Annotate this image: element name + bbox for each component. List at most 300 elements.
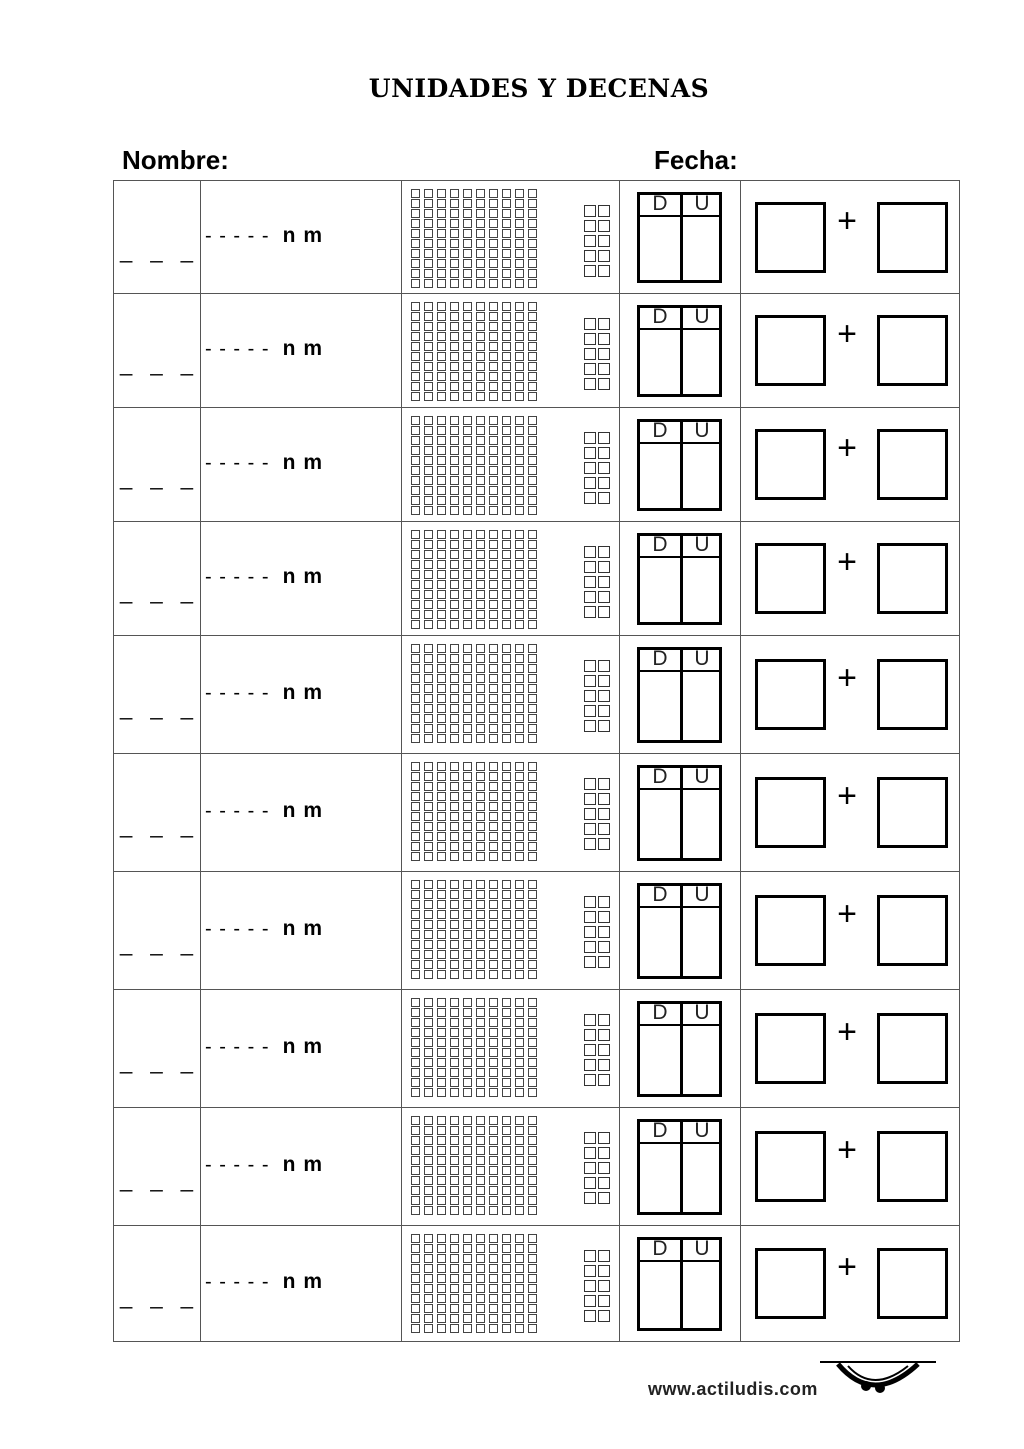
unit-cube[interactable]	[598, 1250, 610, 1262]
ten-rod[interactable]	[411, 416, 420, 515]
word-cell	[201, 522, 402, 635]
place-value-box[interactable]	[637, 305, 722, 397]
ten-rod[interactable]	[437, 880, 446, 979]
exercise-row	[114, 754, 959, 872]
ten-rod[interactable]	[450, 189, 459, 288]
unit-cube[interactable]	[584, 1177, 596, 1189]
ten-rod[interactable]	[424, 1116, 433, 1215]
unit-cube[interactable]	[598, 705, 610, 717]
unit-cube[interactable]	[598, 1074, 610, 1086]
tens-header: D	[652, 305, 668, 328]
unit-cube[interactable]	[584, 1265, 596, 1277]
ten-rod[interactable]	[489, 189, 498, 288]
unit-cube[interactable]	[584, 235, 596, 247]
unit-cube[interactable]	[598, 606, 610, 618]
base-ten-blocks	[402, 181, 620, 293]
unit-cube[interactable]	[598, 823, 610, 835]
exercise-row	[114, 181, 959, 294]
ten-rod[interactable]	[476, 302, 485, 401]
unit-cube[interactable]	[598, 205, 610, 217]
ten-rod[interactable]	[515, 998, 524, 1097]
ten-rod[interactable]	[450, 880, 459, 979]
unit-cube[interactable]	[584, 220, 596, 232]
tens-rods	[411, 880, 537, 979]
place-value-box[interactable]	[637, 883, 722, 979]
tens-answer-box[interactable]	[755, 315, 826, 386]
unit-cube[interactable]	[584, 1295, 596, 1307]
units-header: U	[694, 419, 710, 442]
unit-cube[interactable]	[598, 1044, 610, 1056]
unit-cube[interactable]	[598, 1147, 610, 1159]
ten-rod[interactable]	[411, 1234, 420, 1333]
number-answer-blank[interactable]: _ _ _	[120, 1284, 199, 1309]
ten-rod[interactable]	[528, 762, 537, 861]
ten-rod[interactable]	[424, 880, 433, 979]
place-value-box[interactable]	[637, 419, 722, 511]
unit-cube[interactable]	[598, 378, 610, 390]
ten-rod[interactable]	[515, 416, 524, 515]
unit-cube[interactable]	[584, 705, 596, 717]
ten-rod[interactable]	[476, 530, 485, 629]
unit-cube[interactable]	[598, 348, 610, 360]
unit-cube[interactable]	[584, 1280, 596, 1292]
ten-rod[interactable]	[489, 302, 498, 401]
base-ten-blocks	[402, 522, 620, 635]
tens-answer-box[interactable]	[755, 659, 826, 730]
tens-answer-box[interactable]	[755, 1013, 826, 1084]
ten-rod[interactable]	[463, 880, 472, 979]
tens-answer-box[interactable]	[755, 429, 826, 500]
ten-rod[interactable]	[476, 880, 485, 979]
units-answer-box[interactable]	[877, 777, 948, 848]
place-value-box[interactable]	[637, 1237, 722, 1331]
base-ten-blocks	[402, 754, 620, 871]
nm-label: n m	[282, 1153, 323, 1176]
ten-rod[interactable]	[411, 880, 420, 979]
place-value-box[interactable]	[637, 765, 722, 861]
ten-rod[interactable]	[528, 302, 537, 401]
unit-cube[interactable]	[598, 720, 610, 732]
ten-rod[interactable]	[515, 880, 524, 979]
ten-rod[interactable]	[463, 189, 472, 288]
ten-rod[interactable]	[502, 998, 511, 1097]
unit-cube[interactable]	[598, 1014, 610, 1026]
place-value-box[interactable]	[637, 192, 722, 283]
sum-cell	[741, 522, 960, 635]
place-value-box[interactable]	[637, 533, 722, 625]
ten-rod[interactable]	[424, 644, 433, 743]
ten-rod[interactable]	[463, 1234, 472, 1333]
unit-cube[interactable]	[584, 926, 596, 938]
unit-cube[interactable]	[584, 778, 596, 790]
ten-rod[interactable]	[489, 1234, 498, 1333]
word-answer-line[interactable]: - - - - -	[205, 566, 270, 588]
unit-cube[interactable]	[598, 235, 610, 247]
ten-rod[interactable]	[411, 644, 420, 743]
word-answer-line[interactable]: - - - - -	[205, 800, 270, 822]
place-value-box[interactable]	[637, 1119, 722, 1215]
unit-cube[interactable]	[584, 1029, 596, 1041]
unit-cube[interactable]	[584, 318, 596, 330]
tens-header: D	[652, 883, 668, 906]
word-cell	[201, 990, 402, 1107]
units-answer-box[interactable]	[877, 659, 948, 730]
ten-rod[interactable]	[437, 998, 446, 1097]
ten-rod[interactable]	[528, 530, 537, 629]
unit-cube[interactable]	[598, 1059, 610, 1071]
unit-cube[interactable]	[598, 447, 610, 459]
ten-rod[interactable]	[437, 416, 446, 515]
ten-rod[interactable]	[515, 762, 524, 861]
unit-cube[interactable]	[584, 1074, 596, 1086]
unit-cube[interactable]	[584, 838, 596, 850]
ten-rod[interactable]	[528, 880, 537, 979]
plus-sign: +	[837, 777, 857, 815]
tens-answer-box[interactable]	[755, 543, 826, 614]
tens-answer-box[interactable]	[755, 895, 826, 966]
ten-rod[interactable]	[424, 302, 433, 401]
unit-cube[interactable]	[584, 1132, 596, 1144]
unit-cube[interactable]	[598, 1177, 610, 1189]
unit-cube[interactable]	[584, 911, 596, 923]
ten-rod[interactable]	[450, 302, 459, 401]
ten-rod[interactable]	[450, 1116, 459, 1215]
unit-cube[interactable]	[584, 591, 596, 603]
unit-cube[interactable]	[598, 1280, 610, 1292]
unit-cube[interactable]	[598, 432, 610, 444]
unit-cube[interactable]	[584, 462, 596, 474]
number-answer-blank[interactable]: _ _ _	[120, 1167, 199, 1192]
exercise-row	[114, 990, 959, 1108]
unit-cube[interactable]	[598, 265, 610, 277]
unit-cube[interactable]	[598, 333, 610, 345]
unit-cube[interactable]	[584, 432, 596, 444]
number-answer-blank[interactable]: _ _ _	[120, 351, 199, 376]
word-answer-line[interactable]: - - - - -	[205, 1154, 270, 1176]
unit-cube[interactable]	[598, 911, 610, 923]
ten-rod[interactable]	[411, 302, 420, 401]
ten-rod[interactable]	[411, 189, 420, 288]
number-cell	[114, 754, 201, 871]
ten-rod[interactable]	[528, 189, 537, 288]
ten-rod[interactable]	[411, 1116, 420, 1215]
tens-answer-box[interactable]	[755, 777, 826, 848]
ten-rod[interactable]	[437, 1234, 446, 1333]
ten-rod[interactable]	[437, 644, 446, 743]
word-answer-line[interactable]: - - - - -	[205, 224, 270, 247]
ten-rod[interactable]	[476, 644, 485, 743]
unit-cube[interactable]	[584, 333, 596, 345]
units-answer-box[interactable]	[877, 895, 948, 966]
number-answer-blank[interactable]: _ _ _	[120, 1049, 199, 1074]
ten-rod[interactable]	[411, 530, 420, 629]
unit-cubes	[584, 318, 610, 390]
unit-cube[interactable]	[584, 1014, 596, 1026]
unit-cube[interactable]	[584, 956, 596, 968]
unit-cube[interactable]	[584, 205, 596, 217]
ten-rod[interactable]	[502, 880, 511, 979]
unit-cube[interactable]	[598, 838, 610, 850]
word-cell	[201, 408, 402, 521]
ten-rod[interactable]	[463, 530, 472, 629]
word-answer-line[interactable]: - - - - -	[205, 682, 270, 704]
ten-rod[interactable]	[515, 302, 524, 401]
unit-cube[interactable]	[598, 477, 610, 489]
unit-cube[interactable]	[584, 378, 596, 390]
unit-cube[interactable]	[584, 1250, 596, 1262]
ten-rod[interactable]	[424, 762, 433, 861]
number-answer-blank[interactable]: _ _ _	[120, 813, 199, 838]
word-answer-line[interactable]: - - - - -	[205, 918, 270, 940]
sum-cell	[741, 408, 960, 521]
ten-rod[interactable]	[502, 762, 511, 861]
unit-cube[interactable]	[598, 1162, 610, 1174]
unit-cube[interactable]	[584, 447, 596, 459]
ten-rod[interactable]	[411, 998, 420, 1097]
number-cell	[114, 522, 201, 635]
ten-rod[interactable]	[502, 416, 511, 515]
tens-answer-box[interactable]	[755, 202, 826, 273]
ten-rod[interactable]	[476, 998, 485, 1097]
ten-rod[interactable]	[528, 998, 537, 1097]
unit-cube[interactable]	[584, 348, 596, 360]
unit-cube[interactable]	[598, 1192, 610, 1204]
unit-cube[interactable]	[598, 956, 610, 968]
units-answer-box[interactable]	[877, 1013, 948, 1084]
ten-rod[interactable]	[515, 189, 524, 288]
tens-header: D	[652, 533, 668, 556]
word-cell	[201, 636, 402, 753]
unit-cube[interactable]	[598, 793, 610, 805]
date-label: Fecha:	[654, 145, 738, 175]
unit-cube[interactable]	[584, 1044, 596, 1056]
ten-rod[interactable]	[411, 762, 420, 861]
units-answer-box[interactable]	[877, 543, 948, 614]
unit-cube[interactable]	[584, 576, 596, 588]
unit-cube[interactable]	[584, 606, 596, 618]
number-answer-blank[interactable]: _ _ _	[120, 931, 199, 956]
word-answer-line[interactable]: - - - - -	[205, 1271, 270, 1293]
unit-cube[interactable]	[598, 220, 610, 232]
unit-cube[interactable]	[598, 778, 610, 790]
tens-rods	[411, 762, 537, 861]
unit-cube[interactable]	[584, 808, 596, 820]
ten-rod[interactable]	[450, 762, 459, 861]
ten-rod[interactable]	[476, 189, 485, 288]
unit-cube[interactable]	[584, 823, 596, 835]
ten-rod[interactable]	[528, 1116, 537, 1215]
ten-rod[interactable]	[437, 302, 446, 401]
ten-rod[interactable]	[437, 189, 446, 288]
du-cell	[620, 754, 741, 871]
ten-rod[interactable]	[450, 416, 459, 515]
ten-rod[interactable]	[424, 530, 433, 629]
unit-cube[interactable]	[598, 546, 610, 558]
du-cell	[620, 181, 741, 293]
sum-cell	[741, 294, 960, 407]
units-answer-box[interactable]	[877, 429, 948, 500]
unit-cube[interactable]	[598, 808, 610, 820]
ten-rod[interactable]	[437, 762, 446, 861]
ten-rod[interactable]	[463, 998, 472, 1097]
du-cell	[620, 872, 741, 989]
ten-rod[interactable]	[502, 644, 511, 743]
ten-rod[interactable]	[476, 1234, 485, 1333]
tens-answer-box[interactable]	[755, 1248, 826, 1319]
exercise-row	[114, 636, 959, 754]
ten-rod[interactable]	[489, 880, 498, 979]
unit-cube[interactable]	[598, 1029, 610, 1041]
number-answer-blank[interactable]: _ _ _	[120, 465, 199, 490]
tens-rods	[411, 302, 537, 401]
ten-rod[interactable]	[528, 644, 537, 743]
word-answer-line[interactable]: - - - - -	[205, 338, 270, 360]
sum-cell	[741, 181, 960, 293]
unit-cube[interactable]	[598, 591, 610, 603]
unit-cube[interactable]	[584, 690, 596, 702]
ten-rod[interactable]	[489, 762, 498, 861]
ten-rod[interactable]	[502, 530, 511, 629]
word-answer-line[interactable]: - - - - -	[205, 452, 270, 474]
unit-cube[interactable]	[598, 250, 610, 262]
ten-rod[interactable]	[463, 1116, 472, 1215]
unit-cube[interactable]	[584, 477, 596, 489]
unit-cube[interactable]	[584, 363, 596, 375]
ten-rod[interactable]	[528, 1234, 537, 1333]
number-cell	[114, 636, 201, 753]
unit-cube[interactable]	[598, 660, 610, 672]
number-answer-blank[interactable]: _ _ _	[120, 579, 199, 604]
ten-rod[interactable]	[437, 1116, 446, 1215]
ten-rod[interactable]	[476, 762, 485, 861]
ten-rod[interactable]	[450, 530, 459, 629]
tens-header: D	[652, 647, 668, 670]
tens-header: D	[652, 765, 668, 788]
units-answer-box[interactable]	[877, 1131, 948, 1202]
ten-rod[interactable]	[502, 1234, 511, 1333]
tens-answer-box[interactable]	[755, 1131, 826, 1202]
plus-sign: +	[837, 659, 857, 697]
unit-cube[interactable]	[598, 363, 610, 375]
ten-rod[interactable]	[502, 302, 511, 401]
place-value-box[interactable]	[637, 647, 722, 743]
unit-cube[interactable]	[598, 561, 610, 573]
unit-cube[interactable]	[584, 265, 596, 277]
unit-cube[interactable]	[598, 1265, 610, 1277]
ten-rod[interactable]	[424, 998, 433, 1097]
unit-cube[interactable]	[598, 1295, 610, 1307]
units-header: U	[694, 647, 710, 670]
ten-rod[interactable]	[424, 416, 433, 515]
unit-cube[interactable]	[584, 561, 596, 573]
base-ten-blocks	[402, 408, 620, 521]
unit-cube[interactable]	[584, 250, 596, 262]
ten-rod[interactable]	[463, 416, 472, 515]
unit-cube[interactable]	[598, 675, 610, 687]
ten-rod[interactable]	[528, 416, 537, 515]
unit-cubes	[584, 546, 610, 618]
ten-rod[interactable]	[463, 302, 472, 401]
ten-rod[interactable]	[515, 644, 524, 743]
ten-rod[interactable]	[450, 1234, 459, 1333]
place-value-box[interactable]	[637, 1001, 722, 1097]
ten-rod[interactable]	[502, 189, 511, 288]
unit-cube[interactable]	[584, 941, 596, 953]
unit-cube[interactable]	[584, 1147, 596, 1159]
unit-cube[interactable]	[584, 1310, 596, 1322]
units-header: U	[694, 533, 710, 556]
units-answer-box[interactable]	[877, 315, 948, 386]
sum-cell	[741, 872, 960, 989]
word-answer-line[interactable]: - - - - -	[205, 1036, 270, 1058]
ten-rod[interactable]	[463, 762, 472, 861]
ten-rod[interactable]	[502, 1116, 511, 1215]
page-title: UNIDADES Y DECENAS	[368, 74, 710, 103]
word-cell	[201, 754, 402, 871]
unit-cube[interactable]	[584, 896, 596, 908]
unit-cube[interactable]	[598, 941, 610, 953]
unit-cube[interactable]	[598, 896, 610, 908]
ten-rod[interactable]	[450, 644, 459, 743]
ten-rod[interactable]	[489, 1116, 498, 1215]
ten-rod[interactable]	[476, 416, 485, 515]
ten-rod[interactable]	[515, 1116, 524, 1215]
ten-rod[interactable]	[489, 644, 498, 743]
unit-cube[interactable]	[584, 1162, 596, 1174]
unit-cube[interactable]	[598, 926, 610, 938]
ten-rod[interactable]	[489, 416, 498, 515]
unit-cube[interactable]	[598, 492, 610, 504]
unit-cube[interactable]	[598, 1310, 610, 1322]
tens-rods	[411, 644, 537, 743]
units-answer-box[interactable]	[877, 202, 948, 273]
number-answer-blank[interactable]: _ _ _	[120, 237, 199, 263]
plus-sign: +	[837, 315, 857, 353]
ten-rod[interactable]	[424, 189, 433, 288]
unit-cube[interactable]	[598, 576, 610, 588]
unit-cube[interactable]	[584, 546, 596, 558]
nm-label: n m	[282, 1270, 323, 1293]
ten-rod[interactable]	[489, 998, 498, 1097]
unit-cube[interactable]	[584, 660, 596, 672]
ten-rod[interactable]	[515, 1234, 524, 1333]
unit-cube[interactable]	[584, 1192, 596, 1204]
unit-cube[interactable]	[584, 1059, 596, 1071]
unit-cube[interactable]	[584, 675, 596, 687]
unit-cube[interactable]	[598, 462, 610, 474]
unit-cubes	[584, 1132, 610, 1204]
unit-cube[interactable]	[584, 492, 596, 504]
unit-cube[interactable]	[584, 720, 596, 732]
ten-rod[interactable]	[424, 1234, 433, 1333]
units-answer-box[interactable]	[877, 1248, 948, 1319]
ten-rod[interactable]	[437, 530, 446, 629]
ten-rod[interactable]	[489, 530, 498, 629]
exercise-table	[113, 180, 960, 1342]
author-logo	[818, 1354, 938, 1434]
ten-rod[interactable]	[515, 530, 524, 629]
number-answer-blank[interactable]: _ _ _	[120, 695, 199, 720]
ten-rod[interactable]	[476, 1116, 485, 1215]
footer-url[interactable]: www.actiludis.com	[648, 1379, 818, 1399]
unit-cube[interactable]	[584, 793, 596, 805]
unit-cube[interactable]	[598, 318, 610, 330]
ten-rod[interactable]	[463, 644, 472, 743]
ten-rod[interactable]	[450, 998, 459, 1097]
unit-cube[interactable]	[598, 1132, 610, 1144]
unit-cube[interactable]	[598, 690, 610, 702]
unit-cubes	[584, 896, 610, 968]
